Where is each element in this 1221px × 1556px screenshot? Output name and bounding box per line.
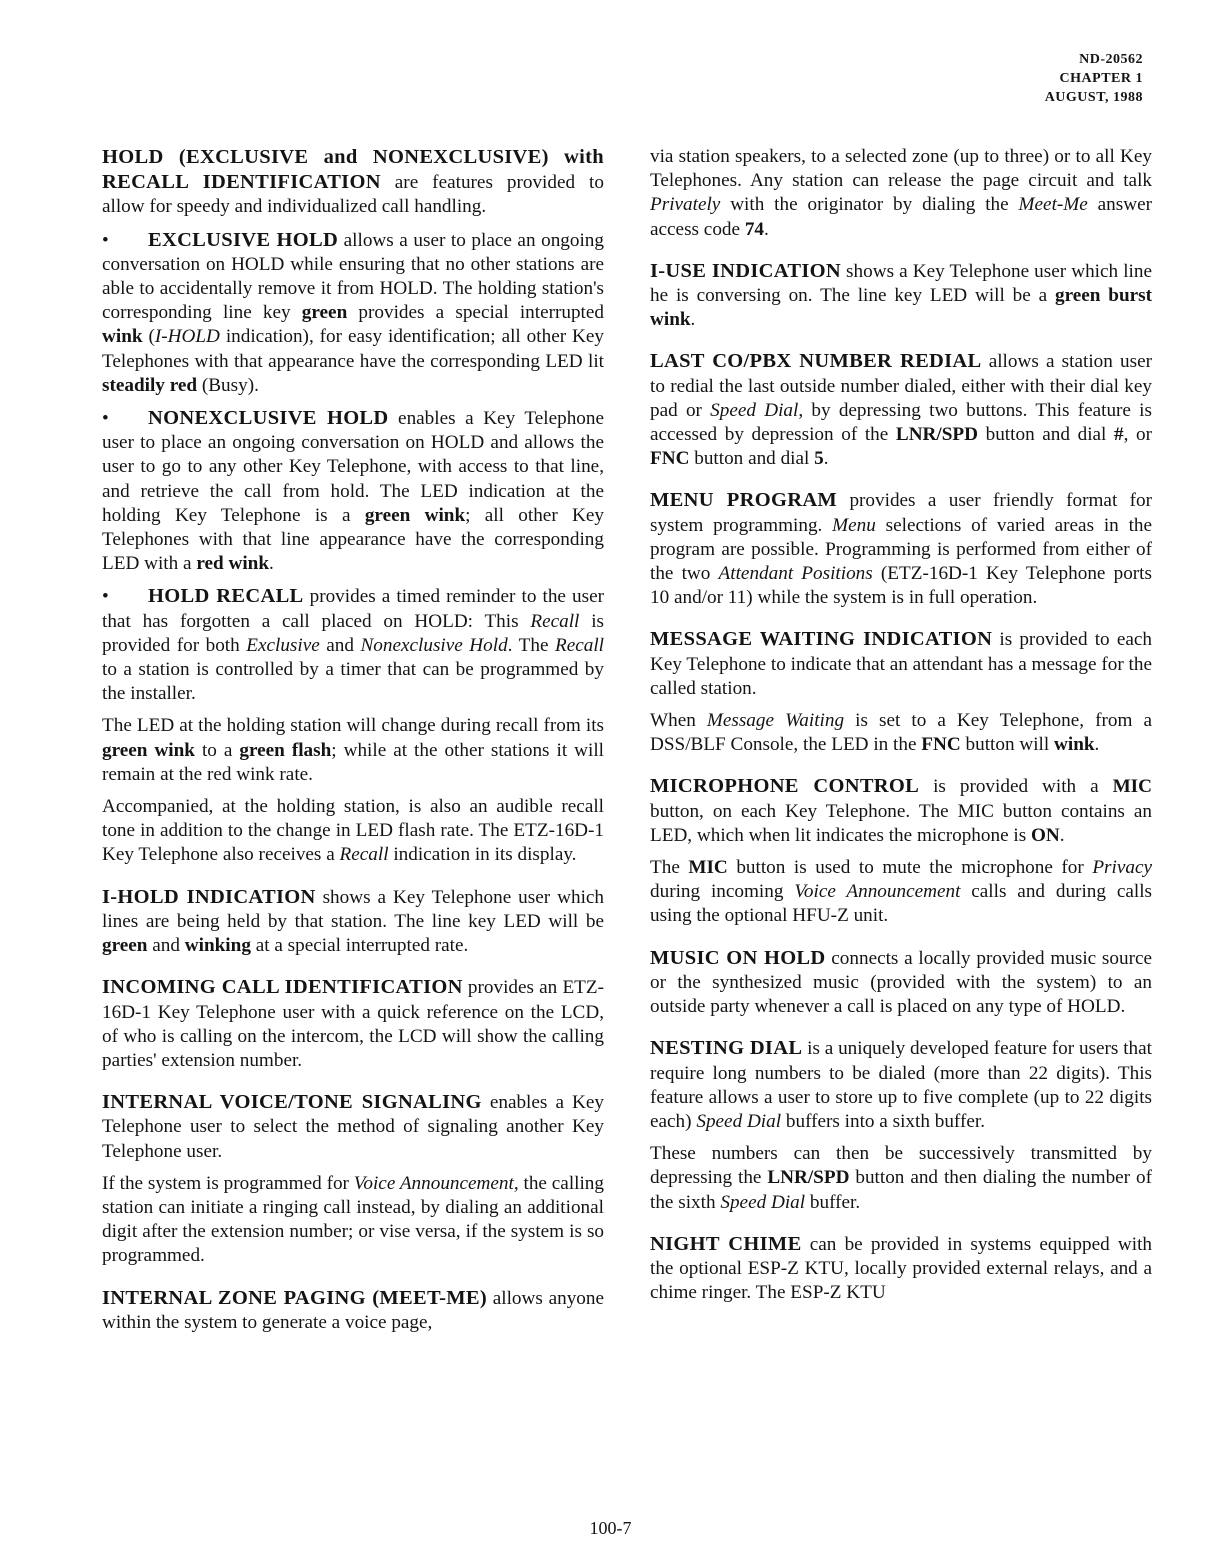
mic-mute-paragraph: The MIC button is used to mute the microphone for Privacy during incoming Voice Announcement calls and during calls using the optional HFU-Z unit. (650, 857, 1152, 927)
redial-heading: LAST CO/PBX NUMBER REDIAL (650, 350, 982, 373)
music-on-hold-heading: MUSIC ON HOLD (650, 946, 826, 969)
zone-paging-paragraph: INTERNAL ZONE PAGING (MEET-ME) allows anyone within the system to generate a voice page, (102, 1286, 604, 1333)
menu-program-heading: MENU PROGRAM (650, 489, 838, 512)
nesting-dial-paragraph: NESTING DIAL is a uniquely developed feature for users that require long numbers to be dialed (more than 22 digits). This feature allows a user to store up to five complete (up to 22 digits each) Speed Dial buffers into a sixth buffer. (650, 1037, 1152, 1132)
zone-paging-heading: INTERNAL ZONE PAGING (MEET-ME) (102, 1286, 487, 1309)
microphone-paragraph: MICROPHONE CONTROL is provided with a MIC button, on each Key Telephone. The MIC button contains an LED, which when lit indicates the microphone is ON. (650, 775, 1152, 846)
chapter-label: CHAPTER 1 (1059, 71, 1143, 86)
nonexclusive-hold-paragraph: • NONEXCLUSIVE HOLD enables a Key Telephone user to place an ongoing conversation on HOLD and allows the user to go to any other Key Telephone, with access to that line, and retrieve the call from hold. The LED indication at the holding Key Telephone is a green wink; all other Key Telephones with that line appearance have the corresponding LED with a red wink. (102, 407, 605, 575)
i-hold-paragraph: I-HOLD INDICATION shows a Key Telephone user which lines are being held by that station. The line key LED will be green and winking at a special interrupted rate. (102, 885, 605, 957)
bullet-icon: • (102, 408, 109, 430)
bullet-icon: • (102, 586, 109, 608)
accompanied-paragraph: Accompanied, at the holding station, is also an audible recall tone in addition to the change in LED flash rate. The ETZ-16D-1 Key Telephone also receives a Recall indication in its display. (102, 796, 604, 866)
menu-program-paragraph: MENU PROGRAM provides a user friendly format for system programming. Menu selections of varied areas in the program are possible. Programming is performed from either of the two Attendant Positions (ETZ-16D-1 Key Telephone ports 10 and/or 11) while the system is in full operation. (650, 489, 1153, 609)
voice-announcement-paragraph: If the system is programmed for Voice Announcement, the calling station can initiate a ringing call instead, by dialing an additional digit after the extension number; or vise versa, if the system is so programmed. (102, 1172, 604, 1267)
night-chime-heading: NIGHT CHIME (650, 1232, 802, 1255)
redial-paragraph: LAST CO/PBX NUMBER REDIAL allows a station user to redial the last outside number dialed, either with their dial key pad or Speed Dial, by depressing two buttons. This feature is accessed by depression of the LNR/SPD button and dial #, or FNC button and dial 5. (650, 350, 1152, 470)
voice-tone-paragraph: INTERNAL VOICE/TONE SIGNALING enables a Key Telephone user to select the method of signaling another Key Telephone user. (102, 1091, 604, 1162)
exclusive-hold-paragraph: • EXCLUSIVE HOLD allows a user to place an ongoing conversation on HOLD while ensuring that no other stations are able to accidentally remove it from HOLD. The holding station's corresponding line key green provides a special interrupted wink (I-HOLD indication), for easy identification; all other Key Telephones with that appearance have the corresponding LED lit steadily red (Busy). (102, 228, 605, 396)
left-column (102, 145, 604, 1343)
night-chime-paragraph: NIGHT CHIME can be provided in systems equipped with the optional ESP-Z KTU, locally provided external relays, and a chime ringer. The ESP-Z KTU (650, 1232, 1153, 1304)
document-date: AUGUST, 1988 (1044, 90, 1143, 105)
led-change-paragraph: The LED at the holding station will change during recall from its green wink to a green flash; while at the other stations it will remain at the red wink rate. (102, 715, 604, 785)
page-header (1045, 50, 1143, 107)
hold-recall-paragraph: • HOLD RECALL provides a timed reminder to the user that has forgotten a call placed on HOLD: This Recall is provided for both Exclusive and Nonexclusive Hold. The Recall to a station is controlled by a timer that can be programmed by the installer. (102, 585, 604, 705)
hold-recall-heading: HOLD RECALL (148, 585, 304, 608)
nonexclusive-hold-heading: NONEXCLUSIVE HOLD (148, 407, 389, 430)
page-number: 100-7 (589, 1518, 632, 1538)
i-use-paragraph: I-USE INDICATION shows a Key Telephone user which line he is conversing on. The line key LED will be a green burst wink. (650, 259, 1152, 331)
bullet-icon: • (102, 229, 109, 251)
i-hold-heading: I-HOLD INDICATION (102, 885, 316, 908)
right-column (650, 145, 1152, 1313)
incoming-call-paragraph: INCOMING CALL IDENTIFICATION provides an ETZ-16D-1 Key Telephone user with a quick reference on the LCD, of who is calling on the intercom, the LCD will show the calling parties' extension number. (102, 976, 604, 1071)
nesting-transmit-paragraph: These numbers can then be successively transmitted by depressing the LNR/SPD button and then dialing the number of the sixth Speed Dial buffer. (650, 1143, 1152, 1213)
message-set-paragraph: When Message Waiting is set to a Key Telephone, from a DSS/BLF Console, the LED in the FNC button will wink. (650, 710, 1152, 756)
paging-continued-paragraph: via station speakers, to a selected zone (up to three) or to all Key Telephones. Any station can release the page circuit and talk Privately with the originator by dialing the Meet-Me answer access code 74. (650, 146, 1153, 240)
incoming-call-heading: INCOMING CALL IDENTIFICATION (102, 976, 463, 999)
document-number: ND-20562 (1079, 52, 1143, 67)
message-waiting-heading: MESSAGE WAITING INDICATION (650, 628, 993, 651)
exclusive-hold-heading: EXCLUSIVE HOLD (148, 228, 339, 251)
voice-tone-heading: INTERNAL VOICE/TONE SIGNALING (102, 1091, 482, 1114)
message-waiting-paragraph: MESSAGE WAITING INDICATION is provided to each Key Telephone to indicate that an attendant has a message for the called station. (650, 628, 1152, 699)
i-use-heading: I-USE INDICATION (650, 259, 841, 282)
nesting-dial-heading: NESTING DIAL (650, 1037, 803, 1060)
music-on-hold-paragraph: MUSIC ON HOLD connects a locally provided music source or the synthesized music (provided with the system) to an outside party whenever a call is placed on any type of HOLD. (650, 946, 1152, 1018)
hold-paragraph: HOLD (EXCLUSIVE and NONEXCLUSIVE) with RECALL IDENTIFICATION are features provided to allow for speedy and individualized call handling. (102, 146, 604, 218)
microphone-heading: MICROPHONE CONTROL (650, 775, 920, 798)
hold-heading: HOLD (EXCLUSIVE and NONEXCLUSIVE) with RECALL IDENTIFICATION (102, 146, 604, 194)
